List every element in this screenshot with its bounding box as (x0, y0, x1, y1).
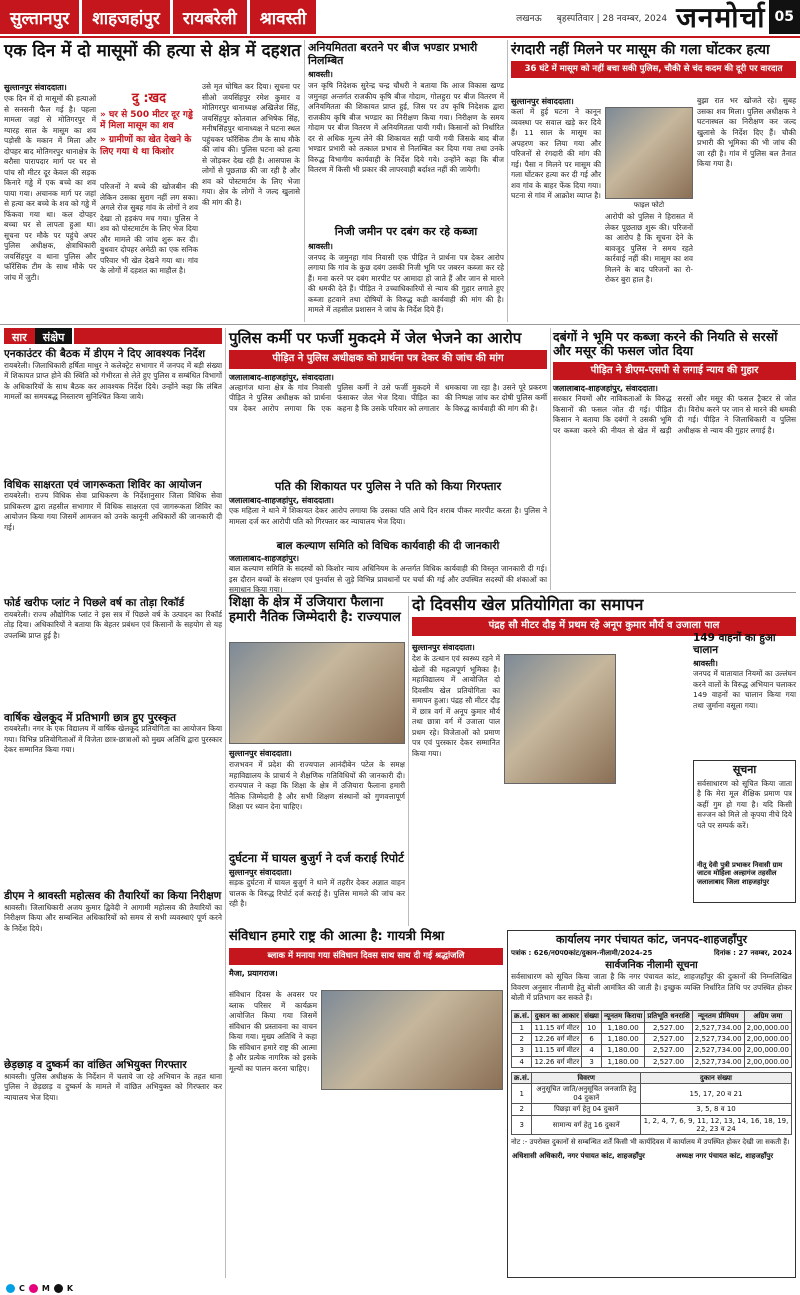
notice-intro: सर्वसाधारण को सूचित किया जाता है कि नगर पंचायत कांट, शाहजहाँपुर की दुकानों की निम्नलिखित विवरण अनुसार नीलामी हेतु बोली आमंत्रित की जाती है। इच्छुक व्यक्ति निर्धारित तिथि पर उपस्थित होकर बोली में प्रतिभाग कर सकते हैं। (511, 972, 792, 1003)
story-child-welfare (229, 540, 547, 595)
notice-table-cell: 2,00,000.00 (744, 1056, 791, 1067)
sankshep-header (4, 328, 222, 344)
dukh-box (100, 92, 198, 158)
soochna-box (693, 760, 796, 903)
notice-table-cell: 1,180.00 (601, 1056, 644, 1067)
notice-table-cell: 2,527,734.00 (692, 1033, 744, 1044)
notice-table-row (512, 1022, 792, 1033)
soochna-signature: नीतू देवी पुत्री प्रभाकर निवासी ग्राम जाटव मोहिला अल्हागंज तहसील जलालाबाद जिला शाहजहांपुर (697, 860, 783, 887)
notice-table-cell: 2,00,000.00 (744, 1033, 791, 1044)
reg-mark-c: C (19, 1283, 25, 1293)
shop-table-cell: 2 (512, 1104, 532, 1115)
shop-table-cell: अनुसूचित जाति/अनुसूचित जनजाति हेतु 04 दुकानें (532, 1084, 641, 1104)
photo-caption: फाइल फोटो (633, 201, 665, 209)
shop-table-row (512, 1084, 792, 1104)
sankshep-label: संक्षेप (35, 328, 73, 344)
story-constitution (229, 930, 503, 979)
notice-table (511, 1010, 792, 1068)
notice-table-cell: 11.15 वर्ग मीटर (532, 1045, 582, 1056)
story-text: जन कृषि निदेशक सुरेन्द्र चन्द्र चौधरी ने बताया कि आज विकास खण्ड जमुनहा अन्तर्गत राजकीय कृषि बीज गोदाम, गोलहुरा पर बीज वितरण में अनियमितता की शिकायत प्राप्त हुई, जिस पर उप कृषि निदेशक द्वारा राजकीय कृषि बीज भण्डार का निरीक्षण किया गया। निरीक्षण के समय गोदाम पर बीज वितरण में अनियमितता पायी गयी। किसानों को निर्धारित दर से अधिक मूल्य लेने की शिकायत सही पायी गयी जिसके बाद बीज भण्डार प्रभारी को तत्काल प्रभाव से निलम्बित कर दिया गया तथा उनके विरुद्ध विभागीय कार्यवाही के निर्देश दिये गये। उन्होंने कहा कि बीज वितरण में किसी भी प्रकार की लापरवाही बर्दाश्त नहीं की जायेगी। (308, 81, 504, 175)
notice-table-cell: 4 (512, 1056, 532, 1067)
notice-table-cell: 2,527,734.00 (692, 1045, 744, 1056)
headline: शिक्षा के क्षेत्र में उजियारा फैलाना हमारी नैतिक जिम्मेदारी है: राज्यपाल (229, 595, 401, 625)
notice-table-header: दुकान का आकार (532, 1011, 582, 1022)
headline: पुलिस कर्मी पर फर्जी मुकदमे में जेल भेजने का आरोप (229, 329, 522, 347)
notice-table-cell: 4 (582, 1045, 602, 1056)
notice-shop-table (511, 1072, 792, 1135)
story-fake-case (229, 330, 547, 469)
masthead-rule (0, 36, 800, 38)
headline: दबंगों ने भूमि पर कब्जा करने की नियति से सरसों और मसूर की फसल जोत दिया (553, 329, 778, 359)
footer-registration (0, 1281, 800, 1295)
notice-date: दिनांक : 27 नवम्बर, 2024 (714, 948, 792, 957)
notice-table-row (512, 1045, 792, 1056)
headline: संविधान हमारे राष्ट्र की आत्मा है: गायत्री मिश्रा (229, 929, 445, 944)
notice-table-header: प्रतिभूति धनराशि (645, 1011, 692, 1022)
notice-table-cell: 1 (512, 1022, 532, 1033)
bullet-1: » घर से 500 मीटर दूर गड्ढे में मिला मासूम का शव (100, 109, 193, 132)
sankshep-list (4, 348, 222, 1278)
story-text: सरकार नियमों और नाविकताओं के विरुद्ध किसानों की फसल जोत दी गई। पीड़ित किसान ने बताया कि दबंगों ने उसकी भूमि पर कब्जा करने की नीयत से खेत में खड़ी सरसों और मसूर की फसल ट्रैक्टर से जोत दी। विरोध करने पर जान से मारने की धमकी दी गई। पीड़ित ने जिलाधिकारी व पुलिस अधीक्षक से न्याय की गुहार लगाई है। (553, 394, 796, 435)
edition-date: बृहस्पतिवार | 28 नवम्बर, 2024 (556, 13, 668, 24)
sankshep-item: एनकाउंटर की बैठक में डीएम ने दिए आवश्यक निर्देश रायबरेली। जिलाधिकारी हर्षिता माथुर ने कलेक्ट्रेट सभागार में जनपद में बड़ी संख्या में शिकायत प्राप्त होने की स्थिति को गंभीरता से लेते हुए पुलिस व सम्बंधित विभागों के अधिकारियों के साथ बैठक कर आवश्यक निर्देश दिये। उन्होंने कहा कि लंबित मामलों का समयबद्ध निस्तारण सुनिश्चित किया जाये। (4, 348, 222, 402)
subhead: पीड़ित ने डीएम-एसपी से लगाई न्याय की गुहार (553, 362, 796, 381)
notice-table-cell: 2,527,734.00 (692, 1056, 744, 1067)
story-land-grab (308, 226, 504, 323)
shop-table-row (512, 1115, 792, 1135)
headline: रंगदारी नहीं मिलने पर मासूम की गला घोंटकर हत्या (511, 42, 770, 58)
story-text: संविधान दिवस के अवसर पर ब्लाक परिसर में कार्यक्रम आयोजित किया गया जिसमें संविधान की प्रस्तावना का वाचन किया गया। मुख्य अतिथि ने कहा कि संविधान हमारे राष्ट्र की आत्मा है और प्रत्येक नागरिक को इसके मूल्यों का पालन करना चाहिए। (229, 990, 317, 1073)
story-text-col3: उसे मृत घोषित कर दिया। सूचना पर सीओ जयसिंहपुर रमेश कुमार व मोतिगरपुर थानाध्यक्ष अखिलेश सिंह, जयसिंहपुर कोतवाल अभिषेक सिंह, मनीषसिंहपुर थानाध्यक्ष ने घटना स्थल पहुंचकर फॉरेंसिक टीम के साथ मौके की जांच की। पुलिस घटना को हत्या से जोड़कर देख रही है। आसपास के लोगों से पूछताछ की जा रही है और शव को पोस्टमार्टम के लिए भेजा गया। क्षेत्र के लोगों ने जल्द खुलासे की मांग की है। (202, 82, 300, 207)
notice-table-cell: 2 (512, 1033, 532, 1044)
subhead: पीड़ित ने पुलिस अधीक्षक को प्रार्थना पत्र देकर की जांच की मांग (229, 350, 547, 369)
notice-table-header: संख्या (582, 1011, 602, 1022)
byline: जलालाबाद-शाहजहांपुर, संवाददाता। (229, 496, 334, 506)
byline: सुल्तानपुर संवाददाता। (229, 868, 292, 878)
sankshep-item: वार्षिक खेलकूद में प्रतिभागी छात्र हुए पुरस्कृत रायबरेली। नगर के एक विद्यालय में वार्षिक खेलकूद प्रतियोगिता का आयोजन किया गया। विभिन्न प्रतियोगिताओं में विजेता छात्र-छात्राओं को मुख्य अतिथि द्वारा पुरस्कार देकर सम्मानित किया गया। (4, 711, 222, 755)
headline: एक दिन में दो मासूमों की हत्या से क्षेत्र में दहशत (4, 41, 301, 61)
subhead: पंद्रह सौ मीटर दौड़ में प्रथम रहे अनूप कुमार मौर्य व उजाला पाल (412, 617, 796, 636)
story-text: एक महिला ने थाने में शिकायत देकर आरोप लगाया कि उसका पति आये दिन शराब पीकर मारपीट करता है। पुलिस ने मामला दर्ज कर आरोपी पति को गिरफ्तार कर न्यायालय भेज दिया। (229, 506, 547, 526)
notice-table-cell: 1,180.00 (601, 1033, 644, 1044)
story-sports (412, 596, 796, 636)
constitution-photo (321, 990, 503, 1090)
notice-table-cell: 2,00,000.00 (744, 1022, 791, 1033)
byline: मैजा, प्रयागराज। (229, 968, 278, 978)
shop-table-cell: 1, 2, 4, 7, 6, 9, 11, 12, 13, 14, 16, 18, 19, 22, 23 व 24 (640, 1115, 791, 1135)
shop-table-cell: 15, 17, 20 व 21 (640, 1084, 791, 1104)
dukh-label: दु :खद (131, 91, 167, 106)
notice-table-cell: 2,527.00 (645, 1022, 692, 1033)
masthead-tab-raebareli: रायबरेली (173, 0, 247, 34)
governor-photo (229, 642, 405, 744)
story-crop-destroyed (553, 330, 796, 554)
notice-table-row (512, 1056, 792, 1067)
story-extortion-murder (511, 42, 796, 78)
story-text: अल्हागंज थाना क्षेत्र के गांव निवासी पीड़ित ने पुलिस अधीक्षक को प्रार्थना पत्र देकर आरोप लगाया कि एक पुलिस कर्मी ने उसे फर्जी मुकदमे में फंसाकर जेल भेज दिया। पीड़ित का कहना है कि उसके परिवार को लगातार धमकाया जा रहा है। उसने पूरे प्रकरण की निष्पक्ष जांच कर दोषी पुलिस कर्मी के विरुद्ध कार्यवाही की मांग की है। (229, 382, 547, 413)
masthead-tab-shahjahanpur: शाहजहांपुर (82, 0, 170, 34)
story-text-col2: आरोपी को पुलिस ने हिरासत में लेकर पूछताछ शुरू की। परिजनों का आरोप है कि सूचना देने के बावजूद पुलिस ने समय रहते कार्रवाई नहीं की। मासूम का शव मिलने के बाद परिजनों का रो-रोकर बुरा हाल है। (605, 212, 693, 285)
subhead: ब्लाक में मनाया गया संविधान दिवस साथ साथ दी गई श्रद्धांजलि (229, 948, 503, 965)
shop-table-cell: 1 (512, 1084, 532, 1104)
notice-office: कार्यालय नगर पंचायत कांट, जनपद-शाहजहाँपुर (556, 933, 747, 946)
masthead-tab-shravasti: श्रावस्ती (250, 0, 317, 34)
story-seed-store (308, 42, 504, 229)
notice-table-cell: 2,00,000.00 (744, 1045, 791, 1056)
notice-table-cell: 10 (582, 1022, 602, 1033)
sports-photo (504, 654, 616, 784)
notice-ref: पत्रांक : 626/न0प0कांट/दुकान-नीलामी/2024-25 (511, 948, 653, 957)
byline: श्रावस्ती। (308, 70, 333, 80)
notice-note: नोट :- उपरोक्त दुकानों से सम्बन्धित शर्तें किसी भी कार्यदिवस में कार्यालय में उपस्थित होकर देखी जा सकती हैं। (511, 1138, 790, 1147)
notice-table-header: न्यूनतम किराया (601, 1011, 644, 1022)
story-text: सड़क दुर्घटना में घायल बुजुर्ग ने थाने में तहरीर देकर अज्ञात वाहन चालक के विरुद्ध रिपोर्ट दर्ज कराई है। पुलिस मामले की जांच कर रही है। (229, 878, 405, 909)
shop-table-row (512, 1104, 792, 1115)
subhead: 36 घंटे में मासूम को नहीं बचा सकी पुलिस, चौकी से चंद कदम की दूरी पर वारदात (511, 61, 796, 78)
byline: श्रावस्ती। (693, 659, 718, 669)
notice-sign-right: अध्यक्ष नगर पंचायत कांट, शाहजहाँपुर (676, 1151, 774, 1160)
byline: सुल्तानपुर संवाददाता। (511, 97, 574, 106)
headline: पति की शिकायत पर पुलिस ने पति को किया गिरफ्तार (274, 479, 502, 493)
child-photo (605, 107, 693, 199)
story-text: देश के उत्थान एवं स्वस्थ्य रहने में खेलों की महत्वपूर्ण भूमिका है। महाविद्यालय में आयोजित दो दिवसीय खेल प्रतियोगिता का समापन हुआ। पंद्रह सौ मीटर दौड़ में छात्र वर्ग में अनूप कुमार मौर्य तथा छात्रा वर्ग में उजाला पाल प्रथम रहे। विजेताओं को प्रमाण पत्र एवं पुरस्कार देकर सम्मानित किया गया। (412, 654, 500, 758)
notice-table-cell: 12.26 वर्ग मीटर (532, 1033, 582, 1044)
shop-table-cell: 3 (512, 1115, 532, 1135)
shop-table-cell: सामान्य वर्ग हेतु 16 दुकानें (532, 1115, 641, 1135)
shop-table-header: विवरण (532, 1073, 641, 1084)
notice-table-cell: 3 (512, 1045, 532, 1056)
reg-mark-k: K (66, 1283, 74, 1293)
sankshep-item: डीएम ने श्रावस्ती महोत्सव की तैयारियों का किया निरीक्षण श्रावस्ती। जिलाधिकारी अजय कुमार द्विवेदी ने आगामी महोत्सव की तैयारियों का निरीक्षण किया और सम्बन्धित अधिकारियों को समय से सभी व्यवस्थाएं पूर्ण करने के निर्देश दिये। (4, 890, 222, 933)
soochna-title: सूचना (732, 763, 757, 776)
notice-table-cell: 2,527.00 (645, 1056, 692, 1067)
reg-mark-m: M (41, 1283, 50, 1293)
byline: जलालाबाद-शाहजहांपुर, संवाददाता। (229, 372, 334, 382)
bullet-2: » ग्रामीणों का खेत देखने के लिए गया थे था किशोर (100, 135, 192, 157)
story-text-col2: परिजनों ने बच्चे की खोजबीन की लेकिन उसका सुराग नहीं लग सका। अगले रोज सुबह गांव के लोगों ने शव देखा तो हड़कंप मच गया। पुलिस ने शव को पोस्टमार्टम के लिए भेज दिया और मामले की जांच शुरू कर दी। बुधवार दोपहर अमेठी का एक सनिक परिवार भी खेत देखने गया था। गांव के लोगों में दहशत का माहौल है। (100, 182, 198, 276)
story-text-col1: कलां में हुई घटना ने कानून व्यवस्था पर सवाल खड़े कर दिये हैं। 11 साल के मासूम का अपहरण कर लिया गया और परिजनों से रंगदारी की मांग की गई। पैसा न मिलने पर मासूम की गला घोंटकर हत्या कर दी गई और शव गांव के बाहर फेंक दिया गया। घटना से गांव में आक्रोश व्याप्त है। (511, 107, 601, 201)
masthead-tab-sultanpur: सुल्तानपुर (0, 0, 79, 34)
headline: अनियमितता बरतने पर बीज भण्डार प्रभारी निलम्बित (308, 41, 478, 67)
page-number: 05 (769, 0, 800, 34)
byline: सुल्तानपुर संवाददाता। (412, 643, 475, 652)
notice-table-row (512, 1033, 792, 1044)
story-text: राजभवन में प्रदेश की राज्यपाल आनंदीबेन पटेल के समक्ष महाविद्यालय के प्राचार्य ने शैक्षणिक गतिविधियों की जानकारी दी। राज्यपाल ने कहा कि शिक्षा के क्षेत्र में उजियारा फैलाना हमारी नैतिक जिम्मेदारी है और सभी शिक्षण संस्थानों को गुणवत्तापूर्ण शिक्षा पर ध्यान देना चाहिए। (229, 760, 405, 812)
shop-table-header: क्र.सं. (512, 1073, 532, 1084)
story-text-col3: बुझा रात भर खोजते रहे। सुबह उसका शव मिला। पुलिस अधीक्षक ने घटनास्थल का निरीक्षण कर जल्द खुलासे के निर्देश दिए हैं। चौकी प्रभारी की भूमिका की भी जांच की जा रही है। गांव में पुलिस बल तैनात किया गया है। (697, 96, 796, 169)
notice-table-header: अग्रिम जमा (744, 1011, 791, 1022)
shop-table-cell: पिछड़ा वर्ग हेतु 04 दुकानें (532, 1104, 641, 1115)
sankshep-item: विधिक साक्षरता एवं जागरूकता शिविर का आयोजन रायबरेली। राज्य विधिक सेवा प्राधिकरण के निर्देशानुसार जिला विधिक सेवा प्राधिकरण द्वारा तहसील सभागार में विधिक साक्षरता एवं जागरूकता शिविर का आयोजन किया गया जिसमें आमजन को उनके कानूनी अधिकारों की जानकारी दी गई। (4, 478, 222, 532)
story-challan (693, 632, 796, 759)
notice-table-cell: 2,527.00 (645, 1033, 692, 1044)
byline: सुल्तानपुर संवाददाता। (4, 83, 67, 92)
sankshep-label-sar: सार (4, 328, 35, 344)
soochna-text: सर्वसाधारण को सूचित किया जाता है कि मेरा मूल शैक्षिक प्रमाण पत्र कहीं गुम हो गया है। यदि किसी सज्जन को मिले तो कृपया नीचे दिये पते पर सम्पर्क करें। (697, 778, 792, 830)
story-double-murder (4, 42, 302, 62)
notice-table-cell: 11.15 वर्ग मीटर (532, 1022, 582, 1033)
notice-sign-left: अधिशासी अधिकारी, नगर पंचायत कांट, शाहजहाँपुर (511, 1151, 645, 1160)
story-text: बाल कल्याण समिति के सदस्यों को किशोर न्याय अधिनियम के अन्तर्गत विधिक कार्यवाही की विस्तृत जानकारी दी गई। इस दौरान बच्चों के संरक्षण एवं पुनर्वास से जुड़े विभिन्न प्रावधानों पर चर्चा की गई और उपस्थित सदस्यों की शंकाओं का समाधान किया गया। (229, 564, 547, 595)
story-text: जनपद में यातायात नियमों का उल्लंघन करने वालों के विरुद्ध अभियान चलाकर 149 वाहनों का चालान किया गया तथा जुर्माना वसूला गया। (693, 669, 796, 710)
notice-table-cell: 1,180.00 (601, 1022, 644, 1033)
story-text: जनपद के जमुनहा गांव निवासी एक पीड़ित ने प्रार्थना पत्र देकर आरोप लगाया कि गांव के कुछ दबंग उसकी निजी भूमि पर जबरन कब्जा कर रहे हैं। मना करने पर दबंग मारपीट पर आमादा हो जाते हैं और जान से मारने की धमकी देते हैं। पीड़ित ने उच्चाधिकारियों से न्याय की गुहार लगाते हुए कब्जा हटवाने तथा दोषियों के विरुद्ध कड़ी कार्यवाही की मांग की है। मामले में तहसील प्रशासन ने जांच के निर्देश दिये हैं। (308, 252, 504, 315)
notice-table-cell: 3 (582, 1056, 602, 1067)
shop-table-cell: 3, 5, 8 व 10 (640, 1104, 791, 1115)
sankshep-item: छेड़छाड़ व दुष्कर्म का वांछित अभियुक्त गिरफ्तार श्रावस्ती। पुलिस अधीक्षक के निर्देशन में चलाये जा रहे अभियान के तहत थाना पुलिस ने छेड़छाड़ व दुष्कर्म के मामले में वांछित अभियुक्त को गिरफ्तार कर न्यायालय भेज दिया। (4, 1058, 222, 1102)
byline: श्रावस्ती। (308, 241, 333, 251)
headline: बाल कल्याण समिति को विधिक कार्यवाही की दी जानकारी (276, 540, 500, 552)
sankshep-item: फोर्ड खरीफ प्लांट ने पिछले वर्ष का तोड़ा रिकॉर्ड रायबरेली। राज्य औद्योगिक प्लांट ने इस सत्र में पिछले वर्ष के उत्पादन का रिकॉर्ड तोड़ दिया। अधिकारियों ने बताया कि बेहतर प्रबंधन एवं किसानों के सहयोग से यह उपलब्धि प्राप्त हुई है। (4, 597, 222, 640)
notice-table-cell: 12.26 वर्ग मीटर (532, 1056, 582, 1067)
notice-table-cell: 6 (582, 1033, 602, 1044)
notice-table-cell: 2,527,734.00 (692, 1022, 744, 1033)
headline: 149 वाहनों का हुआ चालान (693, 632, 776, 657)
story-text-col1: एक दिन में दो मासूमों की हत्याओं से सनसनी फैल गई है। पहला मामला जहां से मोतिगरपुर में ग्यारह साल के मासूम का शव पड़ोसी के मकान में मिला और दोपहर बाद मोतिगरपुर थानाक्षेत्र के बरौसा पारापदार मार्ग पर घर से पांच सौ मीटर दूर केवल की सड़क किनारे गड्ढे में एक बच्चे का शव पाया गया। अचानक मार्ग पर जहां से हत्या कर बच्चे के शव को गड्ढे में फिंकवा गया था। कल दोपहर बच्चा घर से लापता हुआ था। सूचना पर मौके पर पहुंचे अपर पुलिस अधीक्षक, क्षेत्राधिकारी जयसिंहपुर व थाना पुलिस और फॉरेंसिक टीम के साथ मौके पर जांच में जुटी। (4, 94, 96, 282)
byline: सुल्तानपुर संवाददाता। (229, 749, 292, 758)
auction-notice (507, 930, 796, 1278)
notice-table-cell: 2,527.00 (645, 1045, 692, 1056)
story-governor (229, 596, 405, 626)
headline: दुर्घटना में घायल बुजुर्ग ने दर्ज कराई रिपोर्ट (229, 851, 404, 865)
notice-table-header: क्र.सं. (512, 1011, 532, 1022)
edition-city: लखनऊ (516, 13, 542, 24)
paper-logo: जनमोर्चा (676, 1, 766, 34)
notice-title: सार्वजनिक नीलामी सूचना (605, 959, 698, 971)
story-accident (229, 852, 405, 920)
shop-table-header: दुकान संख्या (640, 1073, 791, 1084)
headline: दो दिवसीय खेल प्रतियोगिता का समापन (412, 595, 644, 614)
notice-table-cell: 1,180.00 (601, 1045, 644, 1056)
notice-table-header: न्यूनतम प्रीमियम (692, 1011, 744, 1022)
masthead (0, 0, 800, 34)
headline: निजी जमीन पर दबंग कर रहे कब्जा (334, 225, 478, 238)
byline: जलालाबाद-शाहजहांपुर। (229, 554, 299, 564)
byline: जलालाबाद-शाहजहांपुर, संवाददाता। (553, 384, 658, 394)
